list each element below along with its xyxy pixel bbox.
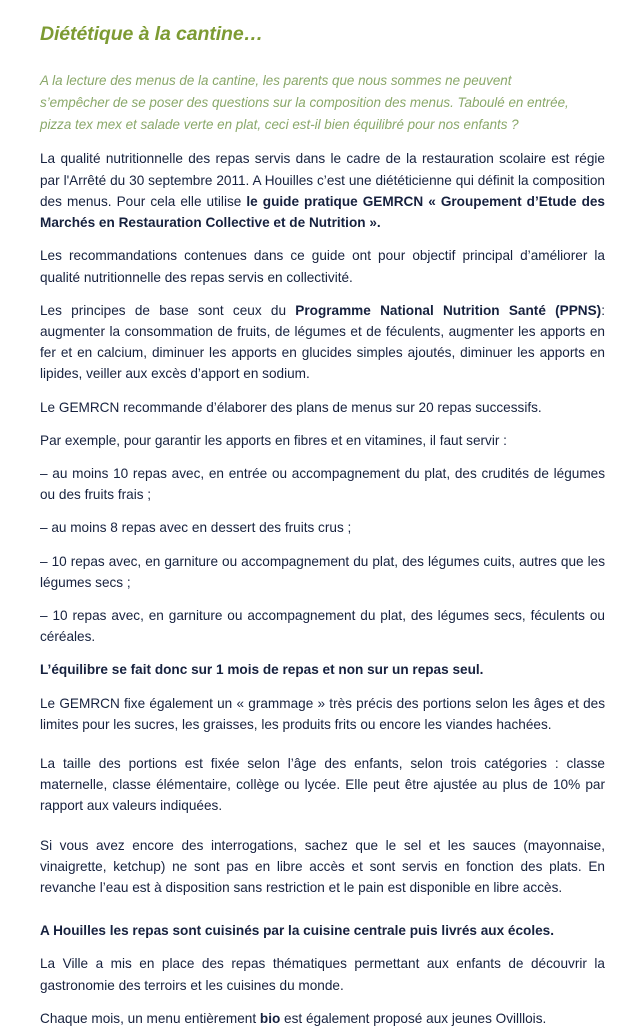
paragraph-bold-bio: bio xyxy=(259,1010,281,1026)
intro-paragraph: A la lecture des menus de la cantine, les parents que nous sommes ne peuvent s’empêcher de se poser des questions sur la composition des menus. Taboulé en entrée, pizza tex mex et salade verte en plat, ceci est-il bien équilibré pour nos enfants ? xyxy=(40,73,569,132)
paragraph-portion-size: La taille des portions est fixée selon l’âge des enfants, selon trois catégories : classe maternelle, classe élémentaire, collège ou lycée. Elle peut être ajustée au plus de 10% par rapport aux valeurs indiquées. xyxy=(40,755,605,814)
paragraph-text-cont: est également proposé aux jeunes Ovilllois. xyxy=(280,1010,547,1026)
paragraph-20-meals: Le GEMRCN recommande d’élaborer des plans de menus sur 20 repas successifs. xyxy=(40,399,542,415)
paragraph-repas-thematiques: La Ville a mis en place des repas thématiques permettant aux enfants de découvrir la gastronomie des terroirs et les cuisines du monde. xyxy=(40,956,605,993)
page-title: Diététique à la cantine… xyxy=(40,23,263,45)
list-item-fruits-crus: – au moins 8 repas avec en dessert des fruits crus ; xyxy=(40,520,352,536)
highlight-equilibre: L’équilibre se fait donc sur 1 mois de repas et non sur un repas seul. xyxy=(40,662,484,678)
paragraph-text: La qualité nutritionnelle des repas servis dans le cadre de la restauration scolaire est régie par l'Arrêté du 30 septembre 2011. A Houilles c’est une diététicienne qui définit la composition des menus. Pour cela elle utilise xyxy=(40,151,605,209)
paragraph-text: Les principes de base sont ceux du xyxy=(40,302,296,318)
paragraph-recommendations: Les recommandations contenues dans ce guide ont pour objectif principal d’améliorer la qualité nutritionnelle des repas servis en collectivité. xyxy=(40,248,605,285)
list-item-crudites: – au moins 10 repas avec, en entrée ou accompagnement du plat, des crudités de légumes ou des fruits frais ; xyxy=(40,465,605,503)
paragraph-bold-guide-gemrcn: le guide pratique GEMRCN « Groupement d’Etude des Marchés en Restauration Collective et de Nutrition ». xyxy=(40,193,605,231)
paragraph-example-intro: Par exemple, pour garantir les apports en fibres et en vitamines, il faut servir : xyxy=(40,432,507,448)
paragraph-sel-sauces: Si vous avez encore des interrogations, sachez que le sel et les sauces (mayonnaise, vinaigrette, ketchup) ne sont pas en libre accès et sont servis en fonction des plats. En revanche l’eau est à disposition sans restriction et le pain est disponible en libre accès. xyxy=(40,837,605,895)
list-item-legumes-secs: – 10 repas avec, en garniture ou accompagnement du plat, des légumes secs, féculents ou céréales. xyxy=(40,607,605,645)
paragraph-menu-bio xyxy=(40,1008,605,1029)
paragraph-text-cont: : augmenter la consommation de fruits, de légumes et de féculents, augmenter les apports en fer et en calcium, diminuer les apports en glucides simples ajoutés, diminuer les apports en lipides, veiller aux excès d’apport en sodium. xyxy=(40,302,605,382)
paragraph-basic-principles xyxy=(40,300,605,385)
list-item-legumes-cuits: – 10 repas avec, en garniture ou accompagnement du plat, des légumes cuits, autres que les légumes secs ; xyxy=(40,553,605,590)
paragraph-nutritional-quality xyxy=(40,148,605,233)
highlight-cuisine-centrale: A Houilles les repas sont cuisinés par la cuisine centrale puis livrés aux écoles. xyxy=(40,923,555,939)
paragraph-grammage: Le GEMRCN fixe également un « grammage » très précis des portions selon les âges et des limites pour les sucres, les graisses, les produits frits ou encore les viandes hachées. xyxy=(40,695,605,732)
paragraph-text: Chaque mois, un menu entièrement xyxy=(40,1010,260,1026)
paragraph-bold-ppns: Programme National Nutrition Santé (PPNS) xyxy=(295,302,602,318)
